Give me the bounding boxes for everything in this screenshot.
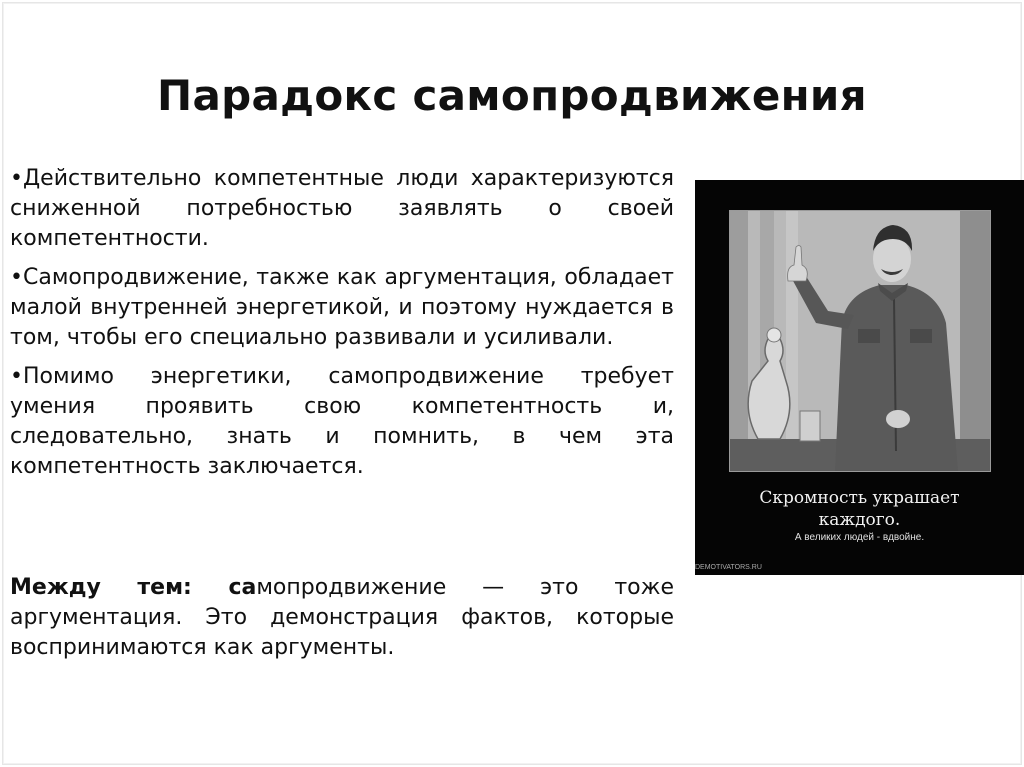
bullet-3: •Помимо энергетики, самопродвижение требует умения проявить свою компетентность и, следовательно, знать и помнить, в чем эта компетентность заключается. [10,364,674,479]
summary-note [10,573,674,663]
poster-photo [729,210,991,472]
summary-note-text: мопродвижение — это тоже аргументация. Это демонстрация фактов, которые воспринимаются как аргументы. [10,575,674,660]
photo-illustration [730,211,990,471]
bullet-2: •Самопродвижение, также как аргументация, обладает малой внутренней энергетикой, и поэтому нуждается в том, чтобы его специально развивали и усиливали. [10,265,674,350]
bullet-1: •Действительно компетентные люди характеризуются сниженной потребностью заявлять о своей компетентности. [10,166,674,251]
summary-note-lead: Между тем: са [10,575,257,600]
poster-caption-line-1: Скромность украшает [759,488,960,508]
poster-watermark: DEMOTIVATORS.RU [695,564,762,571]
demotivator-poster [695,180,1024,575]
slide-title: Парадокс самопродвижения [157,71,867,120]
poster-caption-line-2: каждого. [818,510,901,530]
poster-subcaption: А великих людей - вдвойне. [794,532,925,543]
slide-body [10,164,674,672]
poster-caption [695,487,1024,531]
